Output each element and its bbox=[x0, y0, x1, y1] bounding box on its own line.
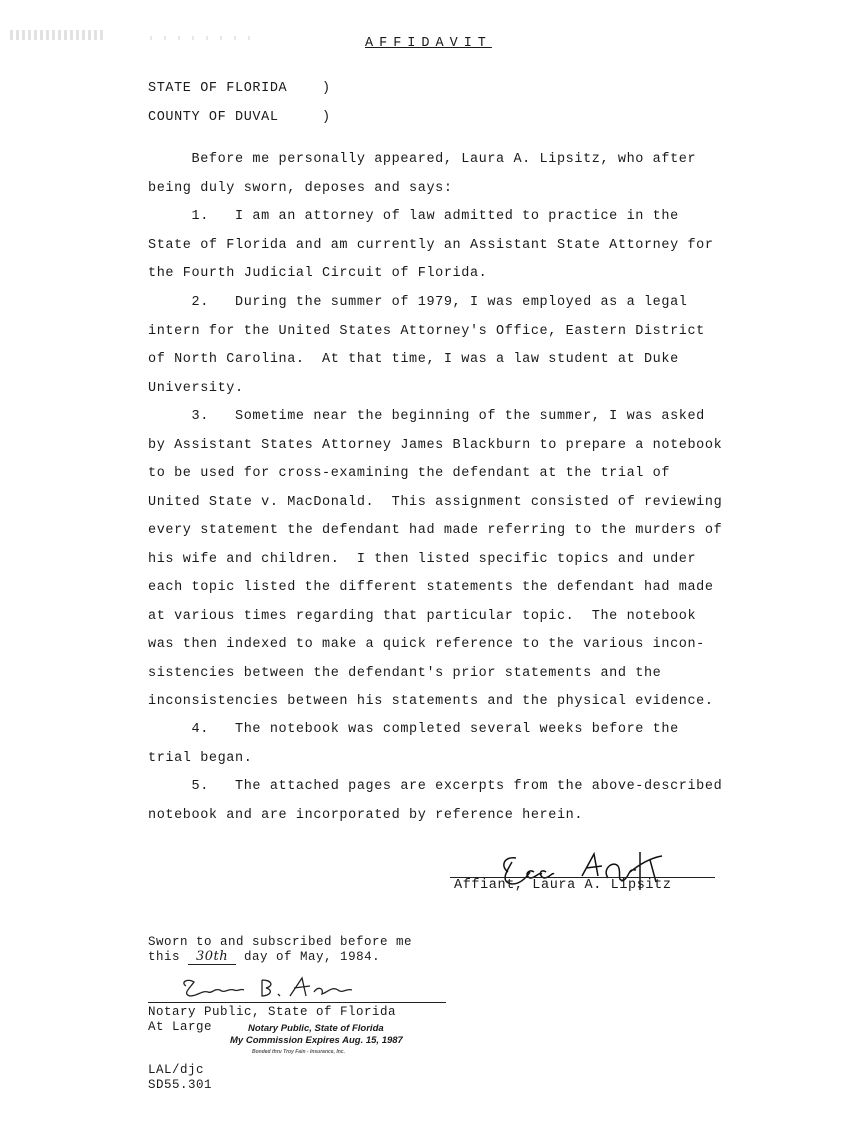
notary-signature-line bbox=[148, 1002, 446, 1003]
text-line: Before me personally appeared, Laura A. Lipsitz, who after bbox=[148, 152, 697, 167]
text-line: University. bbox=[148, 380, 244, 396]
paragraph-2 bbox=[148, 289, 748, 403]
jurat-day: 30th bbox=[188, 950, 236, 965]
text-line: being duly sworn, deposes and says: bbox=[148, 180, 453, 196]
text-line: by Assistant States Attorney James Blackburn to prepare a notebook bbox=[148, 437, 723, 453]
text-line: at various times regarding that particular topic. The notebook bbox=[148, 608, 697, 624]
affiant-signature bbox=[490, 842, 690, 902]
reference-initials: LAL/djc bbox=[148, 1063, 205, 1077]
document-title: AFFIDAVIT bbox=[365, 36, 492, 51]
text-line: trial began. bbox=[148, 750, 253, 766]
text-line: inconsistencies between his statements and the physical evidence. bbox=[148, 694, 714, 709]
text-line: his wife and children. I then listed specific topics and under bbox=[148, 551, 697, 567]
text-line: every statement the defendant had made referring to the murders of bbox=[148, 523, 723, 538]
paragraph-1 bbox=[148, 203, 748, 289]
notary-stamp-line-2: My Commission Expires Aug. 15, 1987 bbox=[230, 1035, 403, 1046]
jurat-line-2 bbox=[148, 950, 380, 965]
notary-stamp-line-3: Bonded thru Troy Fain - Insurance, Inc. bbox=[252, 1049, 345, 1055]
affiant-caption: Affiant, Laura A. Lipsitz bbox=[454, 878, 672, 893]
text-line: State of Florida and am currently an Assistant State Attorney for bbox=[148, 237, 714, 253]
text-line: was then indexed to make a quick reference to the various incon- bbox=[148, 637, 705, 652]
jurat-this: this bbox=[148, 950, 181, 964]
venue-state: STATE OF FLORIDA bbox=[148, 81, 288, 96]
text-line: to be used for cross-examining the defendant at the trial of bbox=[148, 466, 671, 481]
scan-artifact bbox=[10, 30, 105, 40]
paragraph-5 bbox=[148, 773, 748, 830]
text-line: the Fourth Judicial Circuit of Florida. bbox=[148, 266, 488, 281]
intro-paragraph bbox=[148, 146, 748, 203]
jurat-rest: day of May, 1984. bbox=[244, 950, 381, 964]
notary-at-large: At Large bbox=[148, 1020, 213, 1034]
venue-bracket: ) bbox=[322, 110, 331, 125]
text-line: each topic listed the different statements the defendant had made bbox=[148, 580, 714, 595]
notary-stamp-line-1: Notary Public, State of Florida bbox=[248, 1023, 384, 1034]
text-line: 5. The attached pages are excerpts from the above-described bbox=[148, 779, 723, 794]
text-line: notebook and are incorporated by reference herein. bbox=[148, 807, 584, 823]
text-line: United State v. MacDonald. This assignment consisted of reviewing bbox=[148, 494, 723, 510]
text-line: 4. The notebook was completed several weeks before the bbox=[148, 722, 679, 737]
text-line: 3. Sometime near the beginning of the summer, I was asked bbox=[148, 409, 705, 424]
text-line: of North Carolina. At that time, I was a law student at Duke bbox=[148, 352, 679, 367]
paragraph-4 bbox=[148, 716, 748, 773]
text-line: sistencies between the defendant's prior statements and the bbox=[148, 665, 662, 681]
jurat-line-1: Sworn to and subscribed before me bbox=[148, 935, 413, 949]
notary-signature bbox=[178, 976, 368, 1004]
venue-bracket: ) bbox=[322, 81, 331, 96]
text-line: 2. During the summer of 1979, I was employed as a legal bbox=[148, 295, 688, 310]
notary-title: Notary Public, State of Florida bbox=[148, 1005, 397, 1019]
text-line: 1. I am an attorney of law admitted to practice in the bbox=[148, 209, 679, 224]
venue-county: COUNTY OF DUVAL bbox=[148, 110, 279, 125]
paragraph-3 bbox=[148, 403, 748, 717]
text-line: intern for the United States Attorney's Office, Eastern District bbox=[148, 323, 705, 339]
scan-artifact bbox=[150, 36, 260, 40]
reference-code: SD55.301 bbox=[148, 1078, 213, 1092]
